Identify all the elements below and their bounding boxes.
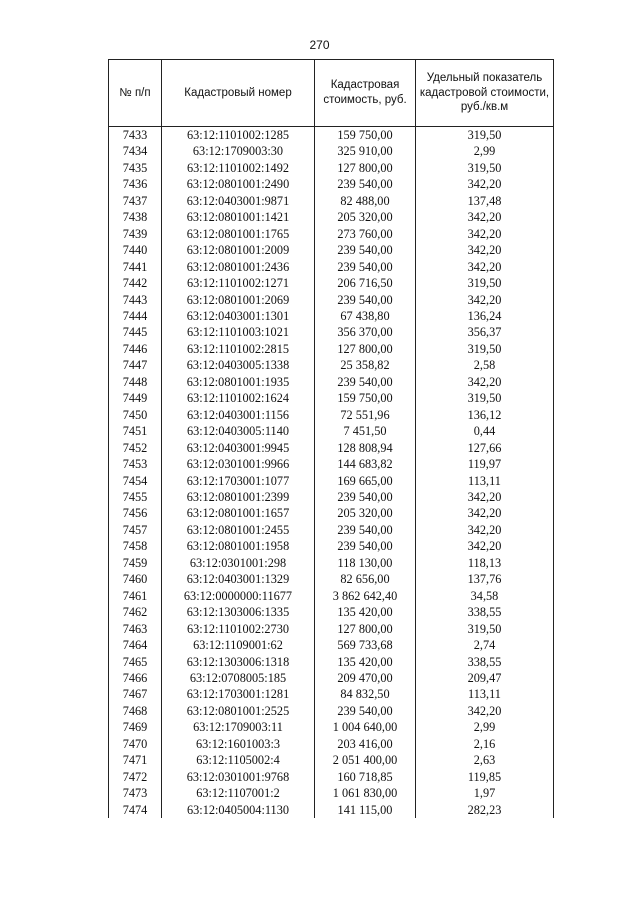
table-row <box>109 670 554 686</box>
specific-value: 319,50 <box>416 275 554 291</box>
cadastral-value: 3 862 642,40 <box>315 588 416 604</box>
specific-value: 342,20 <box>416 176 554 192</box>
table-row <box>109 259 554 275</box>
header-specific-value: Удельный показатель кадастровой стоимости, руб./кв.м <box>416 60 554 127</box>
cadastral-number: 63:12:1101002:1624 <box>162 390 315 406</box>
specific-value: 338,55 <box>416 604 554 620</box>
specific-value: 342,20 <box>416 538 554 554</box>
cadastral-number: 63:12:0801001:1958 <box>162 538 315 554</box>
header-row <box>109 60 554 127</box>
cadastral-number: 63:12:1101002:1271 <box>162 275 315 291</box>
specific-value: 342,20 <box>416 522 554 538</box>
cadastral-number: 63:12:0801001:1935 <box>162 374 315 390</box>
specific-value: 282,23 <box>416 802 554 818</box>
row-index: 7470 <box>109 736 162 752</box>
row-index: 7456 <box>109 505 162 521</box>
cadastral-number: 63:12:0801001:2490 <box>162 176 315 192</box>
cadastral-value: 1 061 830,00 <box>315 785 416 801</box>
cadastral-value: 206 716,50 <box>315 275 416 291</box>
cadastral-table <box>108 59 554 818</box>
cadastral-number: 63:12:0708005:185 <box>162 670 315 686</box>
cadastral-value: 82 656,00 <box>315 571 416 587</box>
table-row <box>109 538 554 554</box>
row-index: 7471 <box>109 752 162 768</box>
row-index: 7467 <box>109 686 162 702</box>
cadastral-value: 239 540,00 <box>315 242 416 258</box>
table-row <box>109 226 554 242</box>
specific-value: 2,74 <box>416 637 554 653</box>
row-index: 7459 <box>109 555 162 571</box>
cadastral-number: 63:12:1601003:3 <box>162 736 315 752</box>
cadastral-value: 159 750,00 <box>315 390 416 406</box>
table-row <box>109 604 554 620</box>
cadastral-value: 169 665,00 <box>315 473 416 489</box>
specific-value: 319,50 <box>416 621 554 637</box>
cadastral-value: 569 733,68 <box>315 637 416 653</box>
row-index: 7473 <box>109 785 162 801</box>
table-row <box>109 571 554 587</box>
row-index: 7461 <box>109 588 162 604</box>
cadastral-value: 2 051 400,00 <box>315 752 416 768</box>
table-row <box>109 242 554 258</box>
cadastral-value: 127 800,00 <box>315 621 416 637</box>
table-row <box>109 275 554 291</box>
cadastral-number: 63:12:0301001:9966 <box>162 456 315 472</box>
cadastral-value: 72 551,96 <box>315 407 416 423</box>
cadastral-value: 1 004 640,00 <box>315 719 416 735</box>
table-row <box>109 489 554 505</box>
cadastral-number: 63:12:0403001:1301 <box>162 308 315 324</box>
table-row <box>109 686 554 702</box>
cadastral-value: 205 320,00 <box>315 505 416 521</box>
table-row <box>109 522 554 538</box>
specific-value: 113,11 <box>416 473 554 489</box>
cadastral-value: 135 420,00 <box>315 604 416 620</box>
cadastral-value: 67 438,80 <box>315 308 416 324</box>
cadastral-value: 239 540,00 <box>315 176 416 192</box>
row-index: 7457 <box>109 522 162 538</box>
cadastral-number: 63:12:1109001:62 <box>162 637 315 653</box>
cadastral-number: 63:12:0403001:9871 <box>162 193 315 209</box>
table-row <box>109 456 554 472</box>
cadastral-number: 63:12:1709003:11 <box>162 719 315 735</box>
table-row <box>109 802 554 818</box>
specific-value: 127,66 <box>416 440 554 456</box>
cadastral-number: 63:12:1703001:1281 <box>162 686 315 702</box>
specific-value: 338,55 <box>416 654 554 670</box>
row-index: 7464 <box>109 637 162 653</box>
cadastral-number: 63:12:0403005:1338 <box>162 357 315 373</box>
table-row <box>109 292 554 308</box>
cadastral-value: 7 451,50 <box>315 423 416 439</box>
table-body <box>109 127 554 819</box>
cadastral-value: 205 320,00 <box>315 209 416 225</box>
row-index: 7448 <box>109 374 162 390</box>
specific-value: 342,20 <box>416 505 554 521</box>
table-row <box>109 719 554 735</box>
specific-value: 319,50 <box>416 127 554 144</box>
cadastral-number: 63:12:0801001:2455 <box>162 522 315 538</box>
row-index: 7443 <box>109 292 162 308</box>
table-row <box>109 785 554 801</box>
table-row <box>109 505 554 521</box>
specific-value: 113,11 <box>416 686 554 702</box>
cadastral-number: 63:12:0403001:1329 <box>162 571 315 587</box>
table-row <box>109 209 554 225</box>
cadastral-value: 239 540,00 <box>315 292 416 308</box>
cadastral-value: 84 832,50 <box>315 686 416 702</box>
cadastral-value: 239 540,00 <box>315 522 416 538</box>
row-index: 7460 <box>109 571 162 587</box>
row-index: 7474 <box>109 802 162 818</box>
cadastral-number: 63:12:0403005:1140 <box>162 423 315 439</box>
specific-value: 118,13 <box>416 555 554 571</box>
specific-value: 342,20 <box>416 292 554 308</box>
row-index: 7444 <box>109 308 162 324</box>
specific-value: 319,50 <box>416 160 554 176</box>
row-index: 7434 <box>109 143 162 159</box>
table-row <box>109 423 554 439</box>
cadastral-value: 159 750,00 <box>315 127 416 144</box>
row-index: 7455 <box>109 489 162 505</box>
row-index: 7451 <box>109 423 162 439</box>
table-row <box>109 193 554 209</box>
table-row <box>109 621 554 637</box>
row-index: 7450 <box>109 407 162 423</box>
cadastral-value: 128 808,94 <box>315 440 416 456</box>
row-index: 7433 <box>109 127 162 144</box>
cadastral-number: 63:12:1101002:1492 <box>162 160 315 176</box>
row-index: 7440 <box>109 242 162 258</box>
cadastral-number: 63:12:0801001:1765 <box>162 226 315 242</box>
specific-value: 342,20 <box>416 374 554 390</box>
specific-value: 342,20 <box>416 489 554 505</box>
cadastral-value: 127 800,00 <box>315 160 416 176</box>
row-index: 7465 <box>109 654 162 670</box>
specific-value: 356,37 <box>416 324 554 340</box>
row-index: 7466 <box>109 670 162 686</box>
row-index: 7452 <box>109 440 162 456</box>
table-row <box>109 341 554 357</box>
cadastral-value: 141 115,00 <box>315 802 416 818</box>
cadastral-number: 63:12:1107001:2 <box>162 785 315 801</box>
specific-value: 342,20 <box>416 242 554 258</box>
table-row <box>109 308 554 324</box>
table-row <box>109 143 554 159</box>
cadastral-number: 63:12:0301001:9768 <box>162 769 315 785</box>
header-index: № п/п <box>109 60 162 127</box>
page-number: 270 <box>309 38 330 52</box>
specific-value: 2,99 <box>416 719 554 735</box>
cadastral-number: 63:12:1303006:1335 <box>162 604 315 620</box>
cadastral-value: 239 540,00 <box>315 489 416 505</box>
cadastral-value: 325 910,00 <box>315 143 416 159</box>
specific-value: 136,12 <box>416 407 554 423</box>
cadastral-number: 63:12:0801001:2399 <box>162 489 315 505</box>
cadastral-number: 63:12:1101002:2730 <box>162 621 315 637</box>
header-cadastral-number: Кадастровый номер <box>162 60 315 127</box>
cadastral-number: 63:12:0801001:2525 <box>162 703 315 719</box>
cadastral-number: 63:12:1101002:2815 <box>162 341 315 357</box>
cadastral-number: 63:12:0405004:1130 <box>162 802 315 818</box>
row-index: 7462 <box>109 604 162 620</box>
table-row <box>109 160 554 176</box>
specific-value: 34,58 <box>416 588 554 604</box>
specific-value: 136,24 <box>416 308 554 324</box>
table-row <box>109 473 554 489</box>
table-row <box>109 374 554 390</box>
row-index: 7442 <box>109 275 162 291</box>
cadastral-value: 273 760,00 <box>315 226 416 242</box>
row-index: 7446 <box>109 341 162 357</box>
cadastral-number: 63:12:1709003:30 <box>162 143 315 159</box>
row-index: 7449 <box>109 390 162 406</box>
row-index: 7447 <box>109 357 162 373</box>
row-index: 7438 <box>109 209 162 225</box>
cadastral-value: 82 488,00 <box>315 193 416 209</box>
cadastral-number: 63:12:0000000:11677 <box>162 588 315 604</box>
row-index: 7441 <box>109 259 162 275</box>
specific-value: 119,97 <box>416 456 554 472</box>
header-cadastral-value: Кадастровая стоимость, руб. <box>315 60 416 127</box>
table-row <box>109 752 554 768</box>
cadastral-number: 63:12:1303006:1318 <box>162 654 315 670</box>
row-index: 7472 <box>109 769 162 785</box>
table-row <box>109 324 554 340</box>
table-row <box>109 637 554 653</box>
row-index: 7435 <box>109 160 162 176</box>
cadastral-number: 63:12:0801001:1657 <box>162 505 315 521</box>
specific-value: 2,58 <box>416 357 554 373</box>
cadastral-value: 25 358,82 <box>315 357 416 373</box>
table-row <box>109 357 554 373</box>
row-index: 7439 <box>109 226 162 242</box>
table-row <box>109 654 554 670</box>
cadastral-value: 356 370,00 <box>315 324 416 340</box>
cadastral-number: 63:12:0801001:2436 <box>162 259 315 275</box>
row-index: 7437 <box>109 193 162 209</box>
specific-value: 2,63 <box>416 752 554 768</box>
row-index: 7463 <box>109 621 162 637</box>
cadastral-number: 63:12:1105002:4 <box>162 752 315 768</box>
specific-value: 342,20 <box>416 209 554 225</box>
specific-value: 342,20 <box>416 703 554 719</box>
cadastral-number: 63:12:0301001:298 <box>162 555 315 571</box>
table-row <box>109 390 554 406</box>
row-index: 7468 <box>109 703 162 719</box>
cadastral-value: 203 416,00 <box>315 736 416 752</box>
cadastral-value: 239 540,00 <box>315 259 416 275</box>
specific-value: 342,20 <box>416 259 554 275</box>
specific-value: 319,50 <box>416 390 554 406</box>
cadastral-value: 127 800,00 <box>315 341 416 357</box>
cadastral-value: 209 470,00 <box>315 670 416 686</box>
cadastral-number: 63:12:0801001:1421 <box>162 209 315 225</box>
cadastral-number: 63:12:1101002:1285 <box>162 127 315 144</box>
row-index: 7458 <box>109 538 162 554</box>
cadastral-number: 63:12:0403001:1156 <box>162 407 315 423</box>
specific-value: 1,97 <box>416 785 554 801</box>
specific-value: 137,76 <box>416 571 554 587</box>
table-row <box>109 127 554 144</box>
cadastral-value: 118 130,00 <box>315 555 416 571</box>
cadastral-value: 135 420,00 <box>315 654 416 670</box>
table-row <box>109 176 554 192</box>
table-row <box>109 736 554 752</box>
cadastral-number: 63:12:0801001:2069 <box>162 292 315 308</box>
specific-value: 209,47 <box>416 670 554 686</box>
row-index: 7445 <box>109 324 162 340</box>
specific-value: 2,99 <box>416 143 554 159</box>
table-row <box>109 703 554 719</box>
specific-value: 137,48 <box>416 193 554 209</box>
table-row <box>109 440 554 456</box>
cadastral-value: 239 540,00 <box>315 374 416 390</box>
table-row <box>109 588 554 604</box>
cadastral-value: 160 718,85 <box>315 769 416 785</box>
table-header <box>109 60 554 127</box>
specific-value: 119,85 <box>416 769 554 785</box>
cadastral-number: 63:12:0403001:9945 <box>162 440 315 456</box>
cadastral-number: 63:12:0801001:2009 <box>162 242 315 258</box>
cadastral-number: 63:12:1703001:1077 <box>162 473 315 489</box>
table-row <box>109 555 554 571</box>
table-row <box>109 407 554 423</box>
cadastral-value: 239 540,00 <box>315 703 416 719</box>
specific-value: 319,50 <box>416 341 554 357</box>
row-index: 7469 <box>109 719 162 735</box>
table-row <box>109 769 554 785</box>
specific-value: 2,16 <box>416 736 554 752</box>
row-index: 7453 <box>109 456 162 472</box>
cadastral-value: 239 540,00 <box>315 538 416 554</box>
specific-value: 342,20 <box>416 226 554 242</box>
cadastral-number: 63:12:1101003:1021 <box>162 324 315 340</box>
row-index: 7436 <box>109 176 162 192</box>
specific-value: 0,44 <box>416 423 554 439</box>
cadastral-value: 144 683,82 <box>315 456 416 472</box>
row-index: 7454 <box>109 473 162 489</box>
